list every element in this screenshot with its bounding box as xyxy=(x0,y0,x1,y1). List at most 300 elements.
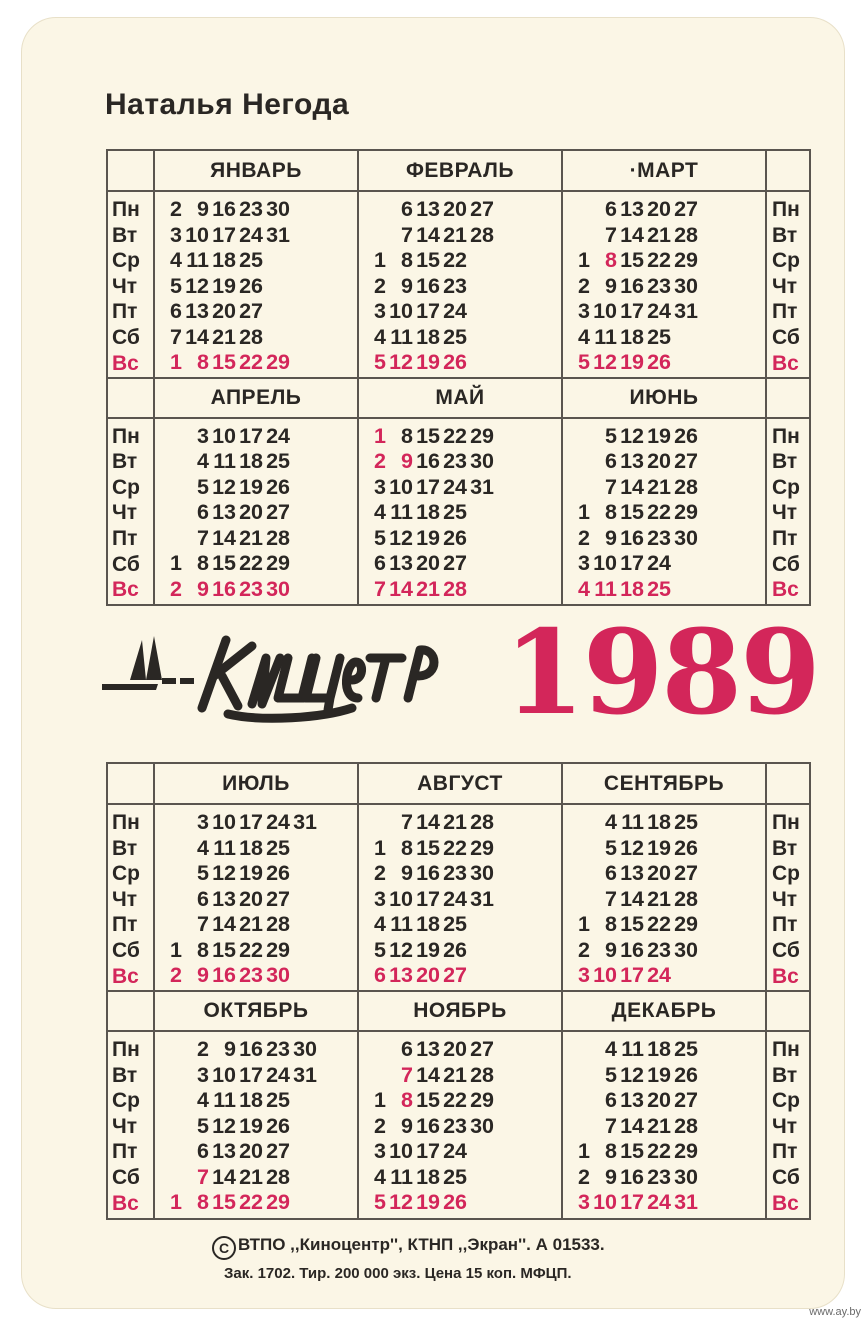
day-name-right: Вс xyxy=(772,964,799,988)
month-days xyxy=(370,1037,494,1216)
day-cell: 30 xyxy=(266,576,290,601)
day-cell xyxy=(166,861,182,887)
month-name: ЯНВАРЬ xyxy=(210,159,302,182)
day-cell: 14 xyxy=(620,886,644,911)
day-name-right: Чт xyxy=(772,1114,798,1138)
day-cell: 7 xyxy=(197,1164,209,1189)
day-cell: 16 xyxy=(416,449,440,473)
day-cell xyxy=(467,938,494,964)
day-cell: 6 xyxy=(605,449,617,473)
day-cell: 7 xyxy=(605,474,617,499)
day-cell xyxy=(290,938,317,964)
day-cell: 1 xyxy=(578,1139,590,1163)
day-name-left: Пт xyxy=(112,526,138,550)
day-cell: 10 xyxy=(389,1139,413,1163)
day-name-left: Пн xyxy=(112,198,140,221)
day-cell xyxy=(574,810,590,836)
day-cell: 9 xyxy=(605,273,617,298)
day-cell: 28 xyxy=(470,1062,494,1087)
day-cell: 13 xyxy=(212,1139,236,1163)
day-cell: 15 xyxy=(416,835,440,860)
day-cell: 19 xyxy=(647,423,671,448)
day-cell: 4 xyxy=(605,810,617,834)
day-cell: 14 xyxy=(620,222,644,247)
day-cell xyxy=(467,325,494,351)
day-cell: 7 xyxy=(605,1113,617,1138)
day-name-right: Пн xyxy=(772,1038,800,1061)
day-cell: 27 xyxy=(470,197,494,221)
day-cell: 6 xyxy=(170,299,182,323)
day-cell: 21 xyxy=(647,886,671,911)
day-cell: 16 xyxy=(212,963,236,987)
day-cell: 10 xyxy=(593,551,617,575)
day-cell xyxy=(467,526,494,552)
day-cell: 1 xyxy=(374,835,386,860)
day-cell xyxy=(574,861,590,887)
day-cell: 8 xyxy=(605,248,617,272)
day-cell: 16 xyxy=(620,525,644,550)
day-cell: 27 xyxy=(266,500,290,524)
day-cell: 19 xyxy=(647,1062,671,1087)
day-cell: 21 xyxy=(212,324,236,349)
day-cell: 20 xyxy=(239,500,263,524)
day-cell: 23 xyxy=(239,963,263,987)
day-cell: 18 xyxy=(416,1164,440,1189)
day-cell: 30 xyxy=(470,449,494,473)
day-cell: 6 xyxy=(197,1139,209,1163)
day-cell xyxy=(467,551,494,577)
day-cell: 5 xyxy=(605,423,617,448)
day-cell: 22 xyxy=(647,912,671,936)
day-cell xyxy=(671,963,698,989)
day-cell: 23 xyxy=(266,1037,290,1061)
month-days xyxy=(574,197,698,376)
day-cell: 14 xyxy=(212,525,236,550)
day-name-left: Сб xyxy=(112,552,140,576)
day-cell: 21 xyxy=(239,525,263,550)
day-name-right: Вс xyxy=(772,351,799,375)
day-cell: 20 xyxy=(443,1037,467,1061)
day-name-right: Вт xyxy=(772,836,798,860)
day-cell: 16 xyxy=(620,937,644,962)
day-cell: 31 xyxy=(674,299,698,323)
day-cell: 28 xyxy=(239,324,263,349)
day-cell: 2 xyxy=(170,197,182,221)
day-cell: 18 xyxy=(620,324,644,349)
day-cell: 24 xyxy=(443,886,467,911)
day-cell xyxy=(574,424,590,450)
day-cell: 4 xyxy=(374,1164,386,1189)
day-cell: 24 xyxy=(266,810,290,834)
day-cell: 16 xyxy=(416,273,440,298)
day-cell: 16 xyxy=(416,1113,440,1138)
day-name-right: Сб xyxy=(772,1166,800,1189)
day-cell: 22 xyxy=(239,551,263,575)
day-cell: 22 xyxy=(443,1088,467,1112)
day-name-right: Вс xyxy=(772,578,799,602)
month-name: ·МАРТ xyxy=(629,159,699,182)
day-cell: 31 xyxy=(266,222,290,247)
day-cell xyxy=(574,1114,590,1140)
day-cell: 17 xyxy=(416,1139,440,1163)
month-name: АПРЕЛЬ xyxy=(210,385,302,409)
day-cell: 6 xyxy=(605,861,617,885)
day-cell: 19 xyxy=(239,474,263,499)
day-cell: 15 xyxy=(416,423,440,448)
day-cell: 9 xyxy=(197,197,209,221)
day-cell: 17 xyxy=(620,299,644,323)
day-name-left: Пт xyxy=(112,300,138,324)
day-cell: 7 xyxy=(401,1062,413,1087)
day-cell: 7 xyxy=(401,222,413,247)
day-cell: 2 xyxy=(170,576,182,601)
day-cell xyxy=(574,1088,590,1114)
day-cell: 9 xyxy=(401,861,413,885)
day-cell: 6 xyxy=(401,197,413,221)
day-cell xyxy=(574,1037,590,1063)
day-cell: 5 xyxy=(170,273,182,298)
kinocentr-logo xyxy=(102,618,442,728)
month-name: СЕНТЯБРЬ xyxy=(603,772,725,795)
day-cell: 7 xyxy=(197,912,209,936)
day-cell: 7 xyxy=(401,810,413,834)
day-cell: 25 xyxy=(443,1164,467,1189)
month-name: АВГУСТ xyxy=(417,772,503,795)
day-cell: 12 xyxy=(620,423,644,448)
day-cell: 13 xyxy=(416,1037,440,1061)
day-name-right: Ср xyxy=(772,862,800,886)
day-cell: 14 xyxy=(416,1062,440,1087)
day-cell: 18 xyxy=(620,576,644,601)
day-name-left: Пт xyxy=(112,913,138,937)
day-cell xyxy=(166,1088,182,1114)
day-cell: 13 xyxy=(620,1088,644,1112)
day-cell: 30 xyxy=(674,1164,698,1189)
day-cell: 5 xyxy=(197,861,209,885)
day-cell xyxy=(166,1037,182,1063)
day-cell: 30 xyxy=(266,963,290,987)
day-cell xyxy=(290,1165,317,1191)
day-cell xyxy=(166,1114,182,1140)
day-cell: 10 xyxy=(212,423,236,448)
day-cell: 18 xyxy=(239,1088,263,1112)
day-cell: 11 xyxy=(621,810,644,834)
copyright-text: ВТПО ,,Киноцентр'', КТНП ,,Экран''. А 01533. xyxy=(238,1235,605,1254)
day-cell: 16 xyxy=(620,273,644,298)
day-cell: 23 xyxy=(239,576,263,601)
day-name-left: Ср xyxy=(112,475,140,499)
day-cell: 9 xyxy=(197,963,209,987)
day-cell: 2 xyxy=(197,1037,209,1061)
day-cell: 13 xyxy=(620,449,644,473)
day-cell: 25 xyxy=(266,835,290,860)
day-cell: 24 xyxy=(239,222,263,247)
day-cell: 17 xyxy=(620,963,644,987)
day-cell xyxy=(467,1190,494,1216)
day-name-left: Сб xyxy=(112,1166,140,1189)
day-name-left: Пн xyxy=(112,811,140,834)
day-cell xyxy=(574,1063,590,1089)
day-cell: 30 xyxy=(674,525,698,550)
day-cell: 28 xyxy=(674,474,698,499)
day-cell xyxy=(166,912,182,938)
day-name-left: Ср xyxy=(112,249,140,273)
day-cell: 11 xyxy=(621,1037,644,1061)
day-cell: 5 xyxy=(374,937,386,962)
day-cell: 23 xyxy=(443,449,467,473)
day-cell: 31 xyxy=(470,474,494,499)
day-name-left: Чт xyxy=(112,887,138,911)
month-name: НОЯБРЬ xyxy=(413,999,507,1022)
day-cell xyxy=(574,449,590,475)
day-cell: 19 xyxy=(647,835,671,860)
day-cell: 14 xyxy=(389,576,413,601)
month-days xyxy=(166,1037,317,1216)
day-cell: 5 xyxy=(578,350,590,374)
day-cell xyxy=(166,810,182,836)
day-name-left: Сб xyxy=(112,939,140,962)
day-cell: 23 xyxy=(647,1164,671,1189)
day-cell xyxy=(370,810,386,836)
day-cell: 26 xyxy=(239,273,263,298)
day-cell: 25 xyxy=(239,248,263,272)
day-name-right: Пт xyxy=(772,300,798,324)
day-cell: 10 xyxy=(185,222,209,247)
day-cell: 28 xyxy=(443,576,467,601)
page-title: Наталья Негода xyxy=(105,88,350,121)
day-name-right: Пн xyxy=(772,811,800,834)
day-cell xyxy=(166,1139,182,1165)
day-cell: 10 xyxy=(212,810,236,834)
month-name: МАЙ xyxy=(435,385,485,409)
day-name-right: Вт xyxy=(772,223,798,247)
day-cell: 5 xyxy=(197,1113,209,1138)
day-cell: 4 xyxy=(197,1088,209,1112)
month-name: ИЮЛЬ xyxy=(222,772,290,795)
month-days xyxy=(574,1037,698,1216)
day-cell: 3 xyxy=(374,1139,386,1163)
day-cell xyxy=(574,836,590,862)
day-cell: 1 xyxy=(170,551,182,575)
day-cell: 27 xyxy=(266,1139,290,1163)
day-cell: 8 xyxy=(197,551,209,575)
day-cell: 2 xyxy=(374,449,386,473)
day-cell: 21 xyxy=(443,1062,467,1087)
day-name-right: Пн xyxy=(772,198,800,221)
day-cell: 25 xyxy=(674,810,698,834)
day-name-left: Чт xyxy=(112,501,138,525)
day-cell: 29 xyxy=(470,1088,494,1112)
day-cell: 28 xyxy=(674,886,698,911)
day-cell: 3 xyxy=(578,299,590,323)
day-cell: 31 xyxy=(293,1062,317,1087)
day-cell: 2 xyxy=(374,1113,386,1138)
day-cell: 20 xyxy=(239,886,263,911)
day-cell: 23 xyxy=(647,273,671,298)
day-cell: 12 xyxy=(593,350,617,374)
day-name-right: Чт xyxy=(772,887,798,911)
day-cell: 13 xyxy=(620,197,644,221)
day-cell xyxy=(290,887,317,913)
day-cell: 4 xyxy=(374,912,386,936)
day-cell: 6 xyxy=(374,963,386,987)
day-cell: 23 xyxy=(647,525,671,550)
day-cell: 31 xyxy=(674,1190,698,1214)
day-cell: 11 xyxy=(594,324,617,349)
day-cell xyxy=(574,887,590,913)
day-cell: 3 xyxy=(578,551,590,575)
day-cell: 29 xyxy=(674,1139,698,1163)
day-cell: 4 xyxy=(605,1037,617,1061)
day-name-left: Вт xyxy=(112,450,138,474)
day-cell: 29 xyxy=(470,835,494,860)
day-cell: 24 xyxy=(443,1139,467,1163)
day-cell xyxy=(574,475,590,501)
day-cell: 3 xyxy=(197,423,209,448)
day-cell: 13 xyxy=(185,299,209,323)
day-name-left: Вс xyxy=(112,578,139,602)
day-cell: 17 xyxy=(620,1190,644,1214)
day-cell: 20 xyxy=(647,449,671,473)
day-cell: 20 xyxy=(416,551,440,575)
day-cell: 28 xyxy=(266,912,290,936)
day-cell xyxy=(671,577,698,603)
day-cell: 25 xyxy=(443,324,467,349)
day-cell: 28 xyxy=(470,222,494,247)
day-cell: 26 xyxy=(647,350,671,374)
grid-hline xyxy=(108,190,809,192)
day-cell: 3 xyxy=(197,1062,209,1087)
day-name-right: Пт xyxy=(772,1140,798,1164)
day-cell: 20 xyxy=(443,197,467,221)
day-cell: 20 xyxy=(239,1139,263,1163)
day-cell: 25 xyxy=(443,912,467,936)
day-cell: 1 xyxy=(578,912,590,936)
copyright-icon: C xyxy=(212,1236,236,1260)
day-name-right: Чт xyxy=(772,274,798,298)
day-cell xyxy=(166,526,182,552)
day-cell: 17 xyxy=(416,886,440,911)
day-cell: 8 xyxy=(401,1088,413,1112)
day-cell: 24 xyxy=(647,1190,671,1214)
day-name-left: Чт xyxy=(112,274,138,298)
day-cell xyxy=(290,1139,317,1165)
day-cell: 14 xyxy=(416,810,440,834)
day-cell: 15 xyxy=(212,1190,236,1214)
day-cell xyxy=(467,274,494,300)
day-cell: 23 xyxy=(443,273,467,298)
day-cell: 31 xyxy=(293,810,317,834)
day-cell: 15 xyxy=(620,248,644,272)
day-cell: 15 xyxy=(620,1139,644,1163)
day-cell: 22 xyxy=(443,248,467,272)
day-cell: 17 xyxy=(416,299,440,323)
day-cell: 20 xyxy=(647,197,671,221)
day-cell: 8 xyxy=(197,937,209,962)
day-cell: 9 xyxy=(401,273,413,298)
day-name-left: Вт xyxy=(112,836,138,860)
day-name-right: Сб xyxy=(772,939,800,962)
day-cell: 19 xyxy=(239,861,263,885)
day-name-right: Пт xyxy=(772,913,798,937)
day-cell xyxy=(263,299,290,325)
day-cell: 23 xyxy=(647,937,671,962)
day-cell xyxy=(166,1165,182,1191)
day-cell: 3 xyxy=(170,222,182,247)
day-cell: 3 xyxy=(578,1190,590,1214)
day-cell xyxy=(166,887,182,913)
day-cell: 29 xyxy=(470,423,494,448)
day-name-right: Вт xyxy=(772,1063,798,1087)
day-cell: 15 xyxy=(416,248,440,272)
day-name-right: Пт xyxy=(772,526,798,550)
day-cell: 4 xyxy=(197,835,209,860)
day-cell: 11 xyxy=(213,835,236,860)
day-cell: 14 xyxy=(212,1164,236,1189)
day-cell xyxy=(166,836,182,862)
day-cell: 24 xyxy=(647,963,671,987)
day-cell xyxy=(370,1037,386,1063)
day-name-left: Ср xyxy=(112,862,140,886)
day-cell: 18 xyxy=(416,324,440,349)
day-cell: 21 xyxy=(239,1164,263,1189)
day-cell xyxy=(166,500,182,526)
day-cell: 1 xyxy=(374,248,386,272)
day-cell: 17 xyxy=(239,810,263,834)
day-name-left: Вс xyxy=(112,1191,139,1215)
day-cell: 11 xyxy=(390,324,413,349)
day-name-left: Ср xyxy=(112,1089,140,1113)
day-cell: 12 xyxy=(212,474,236,499)
day-cell: 16 xyxy=(239,1037,263,1061)
day-cell: 14 xyxy=(620,474,644,499)
day-cell: 12 xyxy=(389,1190,413,1214)
day-cell: 29 xyxy=(266,350,290,374)
day-cell: 21 xyxy=(647,1113,671,1138)
day-cell: 5 xyxy=(197,474,209,499)
day-cell: 7 xyxy=(197,525,209,550)
day-cell: 27 xyxy=(470,1037,494,1061)
day-cell: 27 xyxy=(674,197,698,221)
day-cell: 26 xyxy=(443,350,467,374)
day-cell: 26 xyxy=(266,861,290,885)
grid-hline xyxy=(108,417,809,419)
day-cell: 2 xyxy=(578,1164,590,1189)
day-cell xyxy=(290,1190,317,1216)
day-cell: 21 xyxy=(443,810,467,834)
day-cell xyxy=(166,449,182,475)
day-cell: 12 xyxy=(389,350,413,374)
day-cell: 8 xyxy=(401,423,413,448)
day-cell xyxy=(671,325,698,351)
day-cell: 27 xyxy=(266,886,290,911)
day-cell: 19 xyxy=(416,350,440,374)
day-cell: 5 xyxy=(605,835,617,860)
day-cell xyxy=(370,223,386,249)
day-cell: 10 xyxy=(593,1190,617,1214)
day-cell: 5 xyxy=(374,350,386,374)
day-cell: 9 xyxy=(401,1113,413,1138)
day-cell: 9 xyxy=(605,525,617,550)
day-cell: 26 xyxy=(266,474,290,499)
day-cell: 10 xyxy=(389,299,413,323)
day-cell: 9 xyxy=(224,1037,236,1061)
day-cell: 4 xyxy=(374,500,386,524)
day-cell: 26 xyxy=(674,835,698,860)
day-cell: 8 xyxy=(401,835,413,860)
day-cell: 29 xyxy=(266,1190,290,1214)
day-cell: 8 xyxy=(605,1139,617,1163)
